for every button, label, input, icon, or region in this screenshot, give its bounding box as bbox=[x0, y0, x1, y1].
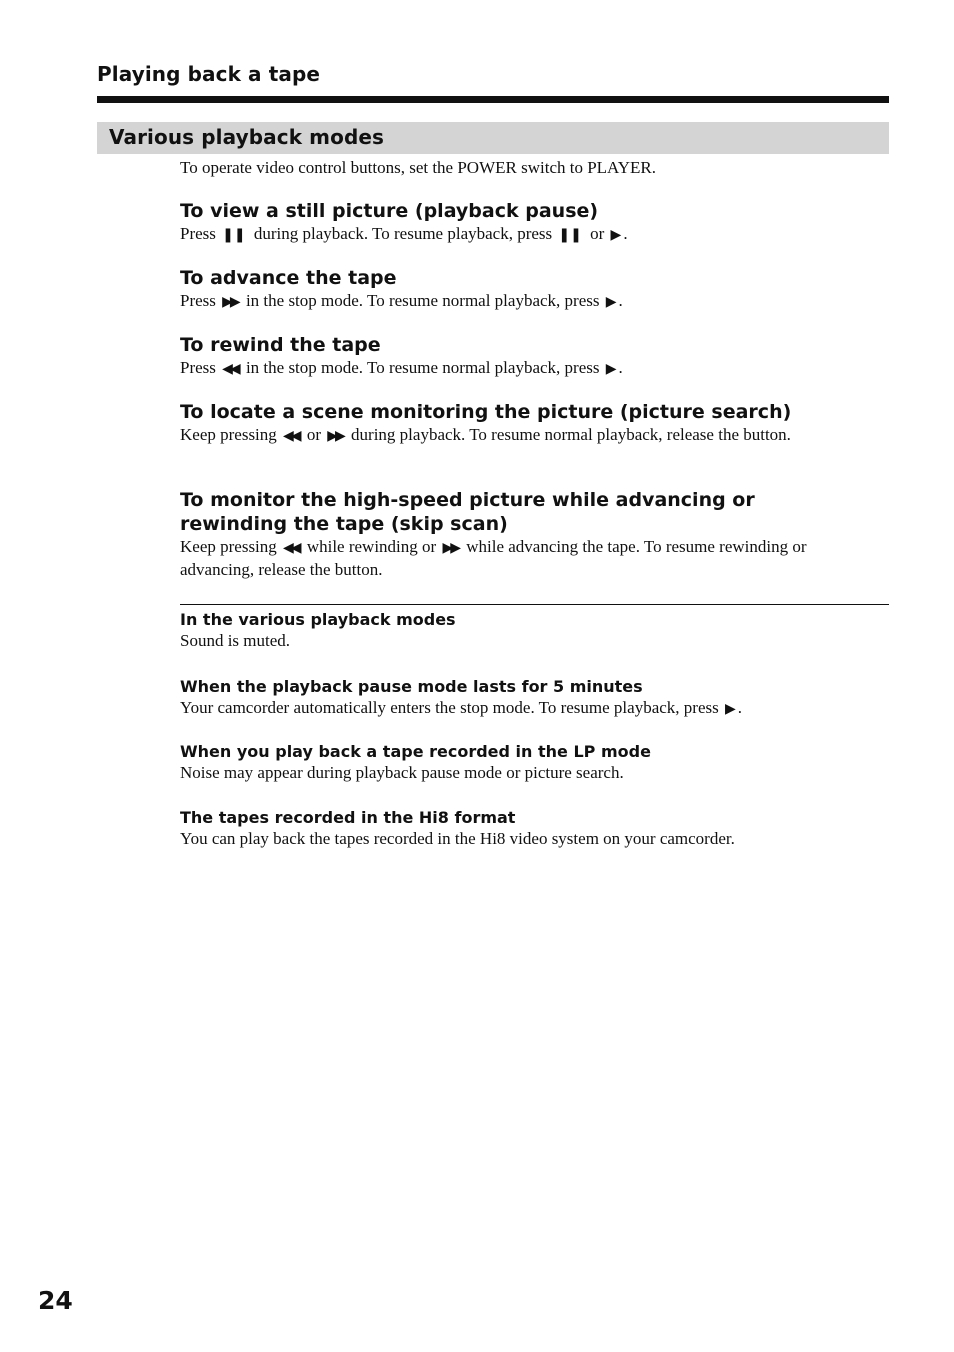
item-heading bbox=[180, 488, 840, 536]
text-segment: Keep pressing bbox=[180, 425, 277, 444]
pause-icon: ❚❚ bbox=[222, 227, 246, 243]
item-body bbox=[180, 424, 870, 447]
item-heading: To locate a scene monitoring the picture (picture search) bbox=[180, 401, 792, 423]
text-segment: Your camcorder automatically enters the stop mode. To resume playback, press bbox=[180, 698, 719, 717]
heading-line: rewinding the tape (skip scan) bbox=[180, 513, 508, 535]
item-heading: To advance the tape bbox=[180, 267, 397, 289]
pause-icon: ❚❚ bbox=[558, 227, 582, 243]
item-skip-scan bbox=[180, 488, 840, 581]
text-segment: during playback. To resume playback, press bbox=[253, 224, 553, 243]
note-heading: When you play back a tape recorded in the LP mode bbox=[180, 742, 651, 761]
text-segment: Press bbox=[180, 224, 216, 243]
play-icon: ▶ bbox=[605, 361, 617, 377]
text-segment: while rewinding or bbox=[306, 537, 437, 556]
text-segment: Press bbox=[180, 358, 216, 377]
page-number: 24 bbox=[38, 1286, 73, 1315]
rewind-icon: ◀◀ bbox=[283, 540, 299, 556]
item-body bbox=[180, 536, 840, 581]
fast-forward-icon: ▶▶ bbox=[222, 294, 238, 310]
text-segment: Press bbox=[180, 291, 216, 310]
note-body bbox=[180, 697, 880, 720]
item-advance-tape bbox=[180, 266, 880, 313]
item-still-picture bbox=[180, 199, 880, 246]
fast-forward-icon: ▶▶ bbox=[327, 428, 343, 444]
play-icon: ▶ bbox=[605, 294, 617, 310]
rewind-icon: ◀◀ bbox=[283, 428, 299, 444]
note-various-modes bbox=[180, 609, 880, 652]
fast-forward-icon: ▶▶ bbox=[442, 540, 458, 556]
intro-text: To operate video control buttons, set the POWER switch to PLAYER. bbox=[180, 158, 657, 177]
item-body bbox=[180, 223, 880, 246]
text-segment: or bbox=[306, 425, 321, 444]
item-body bbox=[180, 357, 880, 380]
note-hi8-format bbox=[180, 807, 880, 850]
text-segment: while advancing the tape. To resume rewinding or advancing, release the button. bbox=[180, 537, 807, 579]
heading-line: To monitor the high-speed picture while advancing or bbox=[180, 489, 755, 511]
item-heading: To view a still picture (playback pause) bbox=[180, 200, 599, 222]
note-body: Noise may appear during playback pause mode or picture search. bbox=[180, 763, 624, 782]
item-picture-search bbox=[180, 400, 870, 447]
text-segment: in the stop mode. To resume normal playback, press bbox=[245, 358, 600, 377]
text-segment: . bbox=[623, 224, 628, 243]
item-rewind-tape bbox=[180, 333, 880, 380]
note-body: You can play back the tapes recorded in the Hi8 video system on your camcorder. bbox=[180, 829, 735, 848]
text-segment: Keep pressing bbox=[180, 537, 277, 556]
page-header: Playing back a tape bbox=[97, 62, 321, 86]
section-title: Various playback modes bbox=[109, 125, 385, 149]
note-lp-mode bbox=[180, 741, 880, 784]
text-segment: . bbox=[618, 291, 623, 310]
text-segment: . bbox=[618, 358, 623, 377]
play-icon: ▶ bbox=[724, 701, 736, 717]
note-pause-5-minutes bbox=[180, 676, 880, 720]
header-rule bbox=[97, 96, 889, 103]
text-segment: . bbox=[737, 698, 743, 717]
note-heading: The tapes recorded in the Hi8 format bbox=[180, 808, 516, 827]
text-segment: during playback. To resume normal playback, release the button. bbox=[351, 425, 791, 444]
item-heading: To rewind the tape bbox=[180, 334, 381, 356]
text-segment: or bbox=[590, 224, 605, 243]
notes-divider bbox=[180, 604, 889, 605]
note-heading: When the playback pause mode lasts for 5 minutes bbox=[180, 677, 643, 696]
play-icon: ▶ bbox=[610, 227, 622, 243]
rewind-icon: ◀◀ bbox=[222, 361, 238, 377]
text-segment: in the stop mode. To resume normal playback, press bbox=[245, 291, 600, 310]
item-body bbox=[180, 290, 880, 313]
section-bar bbox=[97, 122, 889, 154]
note-heading: In the various playback modes bbox=[180, 610, 456, 629]
note-body: Sound is muted. bbox=[180, 631, 291, 650]
